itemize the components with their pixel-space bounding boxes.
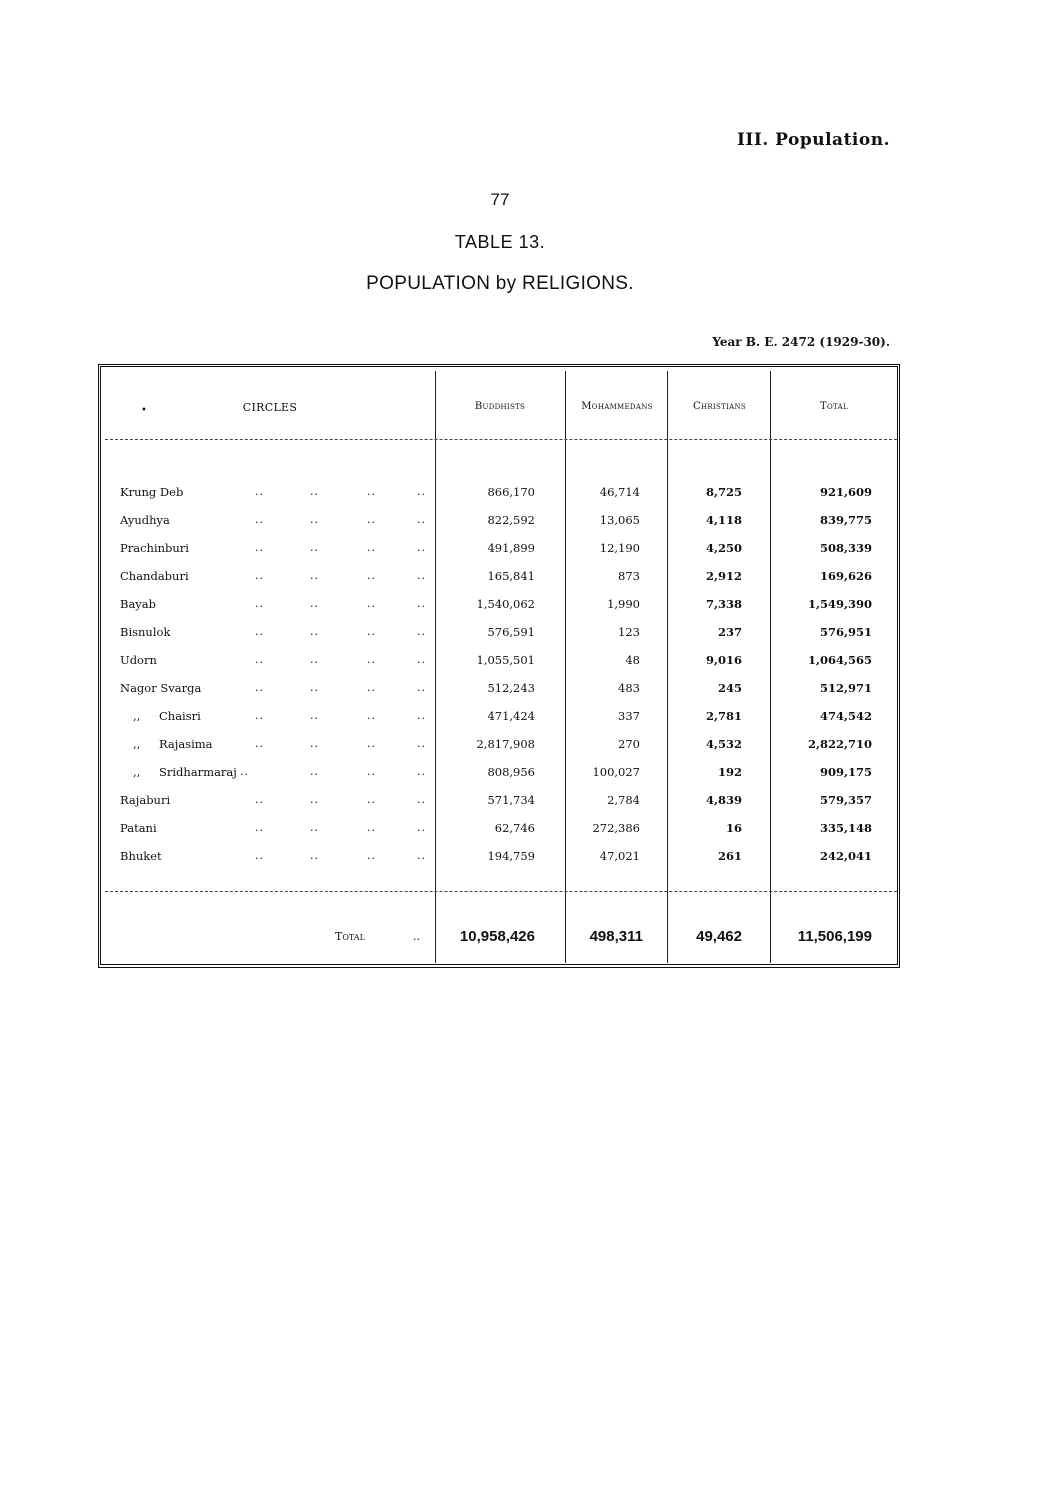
christians-value: 16: [725, 821, 742, 835]
circle-name: [120, 597, 156, 611]
circle-label: Rajasima: [159, 737, 213, 751]
total-value: 1,549,390: [807, 597, 872, 611]
mohammedans-value: 123: [618, 625, 640, 639]
total-value: 2,822,710: [807, 737, 872, 751]
page-number: 77: [490, 190, 510, 209]
circle-label: Chandaburi: [120, 569, 189, 583]
leader-dots: ..: [310, 793, 319, 806]
leader-dots: ..: [310, 765, 319, 778]
circle-name: [133, 737, 213, 751]
header-buddhists: Buddhists: [474, 401, 526, 412]
leader-dots: ..: [310, 485, 319, 498]
leader-dots: ..: [417, 765, 426, 778]
circle-label: Krung Deb: [120, 485, 184, 499]
leader-dots: ..: [310, 597, 319, 610]
leader-dots: ..: [255, 485, 264, 498]
christians-value: 7,338: [705, 597, 742, 611]
circle-name: [133, 765, 237, 779]
christians-value: 4,250: [705, 541, 742, 555]
leader-dots: ..: [255, 653, 264, 666]
leader-dots: ..: [367, 793, 376, 806]
table-row: [105, 793, 897, 815]
leader-dots: ..: [367, 709, 376, 722]
christians-value: 4,532: [705, 737, 742, 751]
buddhists-value: 62,746: [494, 821, 535, 835]
mohammedans-value: 46,714: [599, 485, 640, 499]
christians-value: 2,912: [705, 569, 742, 583]
christians-value: 192: [717, 765, 742, 779]
buddhists-value: 1,055,501: [476, 653, 535, 667]
christians-value: 2,781: [705, 709, 742, 723]
circle-name: [120, 849, 162, 863]
leader-dots: ..: [367, 597, 376, 610]
leader-dots: ..: [255, 793, 264, 806]
header-christians: Christians: [693, 401, 746, 412]
buddhists-value: 2,817,908: [476, 737, 535, 751]
leader-dots: ..: [255, 737, 264, 750]
leader-dots: ..: [310, 625, 319, 638]
total-value: 512,971: [819, 681, 872, 695]
total-label: Total: [335, 930, 365, 943]
total-christians: 49,462: [696, 928, 742, 945]
table-number: TABLE 13.: [454, 232, 546, 252]
buddhists-value: 165,841: [487, 569, 535, 583]
total-value: 1,064,565: [807, 653, 872, 667]
population-table: [98, 364, 900, 968]
circle-label: Rajaburi: [120, 793, 171, 807]
leader-dots: ..: [367, 737, 376, 750]
leader-dots: ..: [310, 541, 319, 554]
leader-dots: ..: [417, 485, 426, 498]
leader-dots: ..: [310, 569, 319, 582]
ditto-mark: ,,: [133, 709, 141, 723]
leader-dots: ..: [417, 709, 426, 722]
total-value: 242,041: [819, 849, 872, 863]
christians-value: 4,118: [705, 513, 742, 527]
year-label: Year B. E. 2472 (1929-30).: [712, 335, 890, 349]
header-divider: [105, 439, 897, 440]
circle-name: [120, 793, 170, 807]
mohammedans-value: 337: [618, 709, 640, 723]
leader-dots: ..: [367, 653, 376, 666]
mohammedans-value: 48: [625, 653, 640, 667]
leader-dots: ..: [367, 569, 376, 582]
total-value: 508,339: [819, 541, 872, 555]
mohammedans-value: 873: [618, 569, 640, 583]
total-buddhists: 10,958,426: [459, 928, 535, 945]
mohammedans-value: 12,190: [599, 541, 640, 555]
circle-name: [120, 541, 189, 555]
header-circles: CIRCLES: [242, 401, 298, 414]
circle-name: [120, 821, 157, 835]
circle-label: Ayudhya: [120, 513, 170, 527]
circle-label: Bisnulok: [120, 625, 171, 639]
leader-dots: ..: [255, 513, 264, 526]
circle-label: Nagor Svarga: [120, 681, 202, 695]
leader-dots: ..: [417, 569, 426, 582]
total-value: 335,148: [819, 821, 872, 835]
leader-dots: ..: [367, 625, 376, 638]
leader-dots: ..: [417, 653, 426, 666]
leader-dots: ..: [310, 653, 319, 666]
leader-dots: ..: [367, 541, 376, 554]
leader-dots: ..: [417, 597, 426, 610]
total-value: 474,542: [819, 709, 872, 723]
circle-label: Patani: [120, 821, 157, 835]
leader-dots: ..: [255, 821, 264, 834]
table-row: [105, 765, 897, 787]
table-title: POPULATION by RELIGIONS.: [366, 273, 634, 294]
table-row: [105, 513, 897, 535]
buddhists-value: 822,592: [487, 513, 535, 527]
leader-dots: ..: [367, 849, 376, 862]
buddhists-value: 471,424: [487, 709, 535, 723]
header-total: Total: [820, 401, 848, 412]
mohammedans-value: 2,784: [607, 793, 640, 807]
total-divider: [105, 891, 897, 892]
circle-label: Sridharmaraj: [159, 765, 237, 779]
circle-label: Udorn: [120, 653, 157, 667]
total-value: 839,775: [819, 513, 872, 527]
leader-dots: ..: [310, 709, 319, 722]
leader-dots: ..: [255, 541, 264, 554]
circle-label: Bhuket: [120, 849, 162, 863]
buddhists-value: 571,734: [487, 793, 535, 807]
leader-dots: ..: [255, 849, 264, 862]
total-value: 921,609: [819, 485, 872, 499]
table-row: [105, 485, 897, 507]
leader-dots: ..: [240, 765, 249, 778]
buddhists-value: 866,170: [487, 485, 535, 499]
total-value: 169,626: [819, 569, 872, 583]
buddhists-value: 491,899: [487, 541, 535, 555]
total-mohammedans: 498,311: [589, 928, 643, 945]
christians-value: 4,839: [705, 793, 742, 807]
leader-dots: ..: [367, 513, 376, 526]
circle-name: [120, 569, 189, 583]
leader-dots: ..: [255, 569, 264, 582]
total-total: 11,506,199: [797, 928, 872, 945]
leader-dots: ..: [255, 681, 264, 694]
leader-dots: ..: [310, 821, 319, 834]
total-value: 579,357: [819, 793, 872, 807]
buddhists-value: 1,540,062: [476, 597, 535, 611]
mohammedans-value: 47,021: [599, 849, 640, 863]
leader-dots: ..: [417, 681, 426, 694]
mohammedans-value: 100,027: [592, 765, 640, 779]
circle-label: Prachinburi: [120, 541, 189, 555]
mohammedans-value: 483: [618, 681, 640, 695]
circle-name: [120, 485, 183, 499]
circle-name: [133, 709, 201, 723]
leader-dots: ..: [417, 737, 426, 750]
circle-label: Chaisri: [159, 709, 201, 723]
total-row: [105, 928, 897, 954]
total-value: 909,175: [819, 765, 872, 779]
table-row: [105, 681, 897, 703]
table-row: [105, 541, 897, 563]
christians-value: 8,725: [705, 485, 742, 499]
table-row: [105, 653, 897, 675]
leader-dots: ..: [310, 737, 319, 750]
christians-value: 237: [717, 625, 742, 639]
leader-dots: ..: [417, 625, 426, 638]
buddhists-value: 512,243: [487, 681, 535, 695]
section-title: III. Population.: [736, 130, 890, 150]
leader-dots: ..: [367, 485, 376, 498]
mohammedans-value: 1,990: [607, 597, 640, 611]
table-row: [105, 569, 897, 591]
header-bullet: •: [141, 405, 147, 416]
leader-dots: ..: [417, 849, 426, 862]
buddhists-value: 194,759: [487, 849, 535, 863]
leader-dots: ..: [417, 821, 426, 834]
circle-label: Bayab: [120, 597, 157, 611]
total-value: 576,951: [819, 625, 872, 639]
leader-dots: ..: [310, 681, 319, 694]
leader-dots: ..: [255, 597, 264, 610]
leader-dots: ..: [367, 821, 376, 834]
circle-name: [120, 625, 170, 639]
christians-value: 9,016: [705, 653, 742, 667]
table-row: [105, 625, 897, 647]
leader-dots: ..: [417, 793, 426, 806]
table-row: [105, 597, 897, 619]
buddhists-value: 576,591: [487, 625, 535, 639]
total-leader-dots: ..: [413, 930, 420, 943]
leader-dots: ..: [310, 849, 319, 862]
circle-name: [120, 681, 201, 695]
circle-name: [120, 653, 157, 667]
header-mohammedans: Mohammedans: [581, 401, 653, 412]
ditto-mark: ,,: [133, 737, 141, 751]
leader-dots: ..: [367, 765, 376, 778]
table-row: [105, 737, 897, 759]
buddhists-value: 808,956: [487, 765, 535, 779]
ditto-mark: ,,: [133, 765, 141, 779]
table-row: [105, 821, 897, 843]
mohammedans-value: 13,065: [599, 513, 640, 527]
table-grid: [105, 371, 897, 963]
leader-dots: ..: [367, 681, 376, 694]
christians-value: 245: [717, 681, 742, 695]
table-row: [105, 849, 897, 871]
mohammedans-value: 270: [618, 737, 640, 751]
leader-dots: ..: [255, 625, 264, 638]
leader-dots: ..: [417, 541, 426, 554]
circle-name: [120, 513, 170, 527]
leader-dots: ..: [255, 709, 264, 722]
leader-dots: ..: [310, 513, 319, 526]
christians-value: 261: [717, 849, 742, 863]
mohammedans-value: 272,386: [592, 821, 640, 835]
leader-dots: ..: [417, 513, 426, 526]
table-row: [105, 709, 897, 731]
